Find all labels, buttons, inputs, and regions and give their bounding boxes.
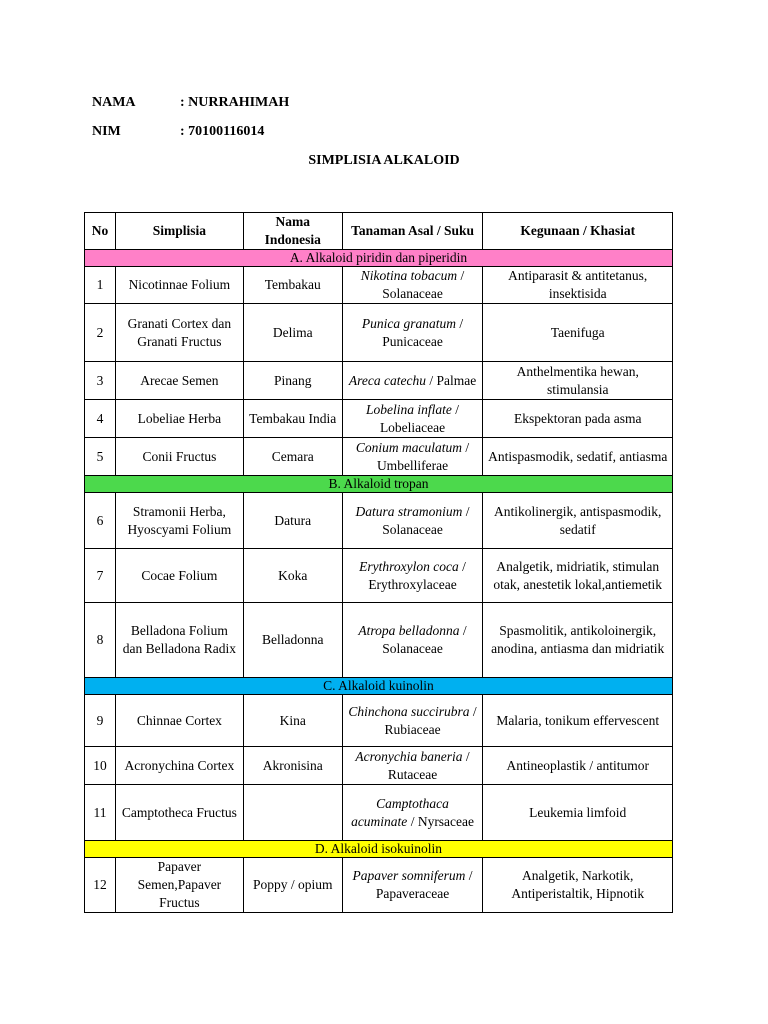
cell-simplisia: Stramonii Herba, Hyoscyami Folium: [115, 493, 243, 549]
section-row: [85, 841, 673, 858]
family-name: / Umbelliferae: [376, 439, 470, 473]
section-label: C. Alkaloid kuinolin: [85, 678, 673, 695]
col-header-tanaman-asal: Tanaman Asal / Suku: [342, 213, 483, 250]
cell-kegunaan: Taenifuga: [483, 304, 673, 362]
cell-tanaman-asal: [342, 603, 483, 678]
cell-tanaman-asal: [342, 438, 483, 476]
col-header-kegunaan: Kegunaan / Khasiat: [483, 213, 673, 250]
latin-name: Camptothaca acuminate: [351, 795, 449, 829]
cell-simplisia: Nicotinnae Folium: [115, 267, 243, 304]
cell-nama-indonesia: Belladonna: [243, 603, 342, 678]
cell-no: 1: [85, 267, 116, 304]
cell-kegunaan: Analgetik, Narkotik, Antiperistaltik, Hipnotik: [483, 858, 673, 913]
latin-name: Areca catechu: [348, 372, 426, 388]
family-name: / Solanaceae: [382, 503, 470, 537]
family-name: / Rutaceae: [387, 748, 470, 782]
table-row: [85, 858, 673, 913]
cell-tanaman-asal: [342, 267, 483, 304]
cell-nama-indonesia: Kina: [243, 695, 342, 747]
latin-name: Papaver somniferum: [352, 868, 466, 883]
table-body: [85, 250, 673, 913]
family-name: / Solanaceae: [382, 268, 465, 301]
cell-tanaman-asal: [342, 362, 483, 400]
cell-no: 4: [85, 400, 116, 438]
cell-nama-indonesia: Akronisina: [243, 747, 342, 785]
cell-nama-indonesia: Pinang: [243, 362, 342, 400]
col-header-simplisia: Simplisia: [115, 213, 243, 250]
cell-no: 8: [85, 603, 116, 678]
cell-no: 7: [85, 549, 116, 603]
cell-nama-indonesia: Datura: [243, 493, 342, 549]
section-row: [85, 476, 673, 493]
section-label: A. Alkaloid piridin dan piperidin: [85, 250, 673, 267]
section-label: D. Alkaloid isokuinolin: [85, 841, 673, 858]
cell-simplisia: Cocae Folium: [115, 549, 243, 603]
table-row: [85, 695, 673, 747]
cell-simplisia: Arecae Semen: [115, 362, 243, 400]
family-name: / Erythroxylaceae: [368, 558, 466, 592]
cell-simplisia: Papaver Semen,Papaver Fructus: [115, 858, 243, 913]
cell-no: 2: [85, 304, 116, 362]
nama-label: NAMA: [92, 95, 136, 110]
section-row: [85, 250, 673, 267]
cell-simplisia: Chinnae Cortex: [115, 695, 243, 747]
cell-simplisia: Granati Cortex dan Granati Fructus: [115, 304, 243, 362]
cell-simplisia: Conii Fructus: [115, 438, 243, 476]
alkaloid-table: [84, 212, 673, 913]
family-name: / Nyrsaceae: [407, 813, 475, 829]
cell-simplisia: Camptotheca Fructus: [115, 785, 243, 841]
latin-name: Punica granatum: [361, 315, 457, 331]
page-title: SIMPLISIA ALKALOID: [308, 153, 460, 168]
cell-tanaman-asal: [342, 493, 483, 549]
latin-name: Atropa belladonna: [358, 623, 460, 638]
cell-nama-indonesia: Poppy / opium: [243, 858, 342, 913]
cell-simplisia: Belladona Folium dan Belladona Radix: [115, 603, 243, 678]
cell-simplisia: Lobeliae Herba: [115, 400, 243, 438]
cell-no: 10: [85, 747, 116, 785]
cell-kegunaan: Ekspektoran pada asma: [483, 400, 673, 438]
cell-no: 5: [85, 438, 116, 476]
cell-kegunaan: Spasmolitik, antikoloinergik, anodina, antiasma dan midriatik: [483, 603, 673, 678]
family-name: / Solanaceae: [382, 623, 467, 656]
table-row: [85, 785, 673, 841]
cell-no: 11: [85, 785, 116, 841]
table-row: [85, 549, 673, 603]
cell-nama-indonesia: Tembakau India: [243, 400, 342, 438]
latin-name: Conium maculatum: [355, 439, 463, 455]
cell-nama-indonesia: Koka: [243, 549, 342, 603]
family-name: / Lobeliaceae: [379, 401, 460, 435]
nama-value: : NURRAHIMAH: [180, 95, 290, 110]
table-row: [85, 400, 673, 438]
latin-name: Lobelina inflate: [366, 401, 452, 417]
latin-name: Acronychia baneria: [355, 748, 463, 764]
table-row: [85, 267, 673, 304]
table-row: [85, 362, 673, 400]
cell-tanaman-asal: [342, 400, 483, 438]
table-row: [85, 603, 673, 678]
cell-no: 9: [85, 695, 116, 747]
col-header-nama-indonesia: Nama Indonesia: [243, 213, 342, 250]
cell-simplisia: Acronychina Cortex: [115, 747, 243, 785]
family-name: / Rubiaceae: [384, 703, 477, 737]
cell-tanaman-asal: [342, 695, 483, 747]
cell-kegunaan: Antiparasit & antitetanus, insektisida: [483, 267, 673, 304]
cell-kegunaan: Antispasmodik, sedatif, antiasma: [483, 438, 673, 476]
col-header-no: No: [85, 213, 116, 250]
section-row: [85, 678, 673, 695]
cell-tanaman-asal: [342, 304, 483, 362]
cell-tanaman-asal: [342, 785, 483, 841]
cell-nama-indonesia: Delima: [243, 304, 342, 362]
cell-kegunaan: Leukemia limfoid: [483, 785, 673, 841]
latin-name: Datura stramonium: [355, 503, 463, 519]
latin-name: Nikotina tobacum: [360, 268, 458, 283]
cell-tanaman-asal: [342, 747, 483, 785]
table-row: [85, 493, 673, 549]
family-name: / Palmae: [425, 372, 477, 388]
latin-name: Erythroxylon coca: [359, 558, 459, 574]
cell-kegunaan: Antineoplastik / antitumor: [483, 747, 673, 785]
cell-nama-indonesia: Tembakau: [243, 267, 342, 304]
cell-kegunaan: Analgetik, midriatik, stimulan otak, anestetik lokal,antiemetik: [483, 549, 673, 603]
cell-kegunaan: Anthelmentika hewan, stimulansia: [483, 362, 673, 400]
cell-nama-indonesia: Cemara: [243, 438, 342, 476]
table-row: [85, 747, 673, 785]
table-row: [85, 438, 673, 476]
table-header-row: [85, 213, 673, 250]
family-name: / Papaveraceae: [375, 868, 473, 901]
cell-tanaman-asal: [342, 549, 483, 603]
cell-kegunaan: Antikolinergik, antispasmodik, sedatif: [483, 493, 673, 549]
cell-nama-indonesia: [243, 785, 342, 841]
cell-tanaman-asal: [342, 858, 483, 913]
cell-no: 3: [85, 362, 116, 400]
cell-no: 12: [85, 858, 116, 913]
family-name: / Punicaceae: [382, 315, 464, 349]
nim-label: NIM: [92, 124, 121, 139]
cell-kegunaan: Malaria, tonikum effervescent: [483, 695, 673, 747]
section-label: B. Alkaloid tropan: [85, 476, 673, 493]
cell-no: 6: [85, 493, 116, 549]
table-row: [85, 304, 673, 362]
latin-name: Chinchona succirubra: [348, 703, 470, 719]
nim-value: : 70100116014: [180, 124, 265, 139]
